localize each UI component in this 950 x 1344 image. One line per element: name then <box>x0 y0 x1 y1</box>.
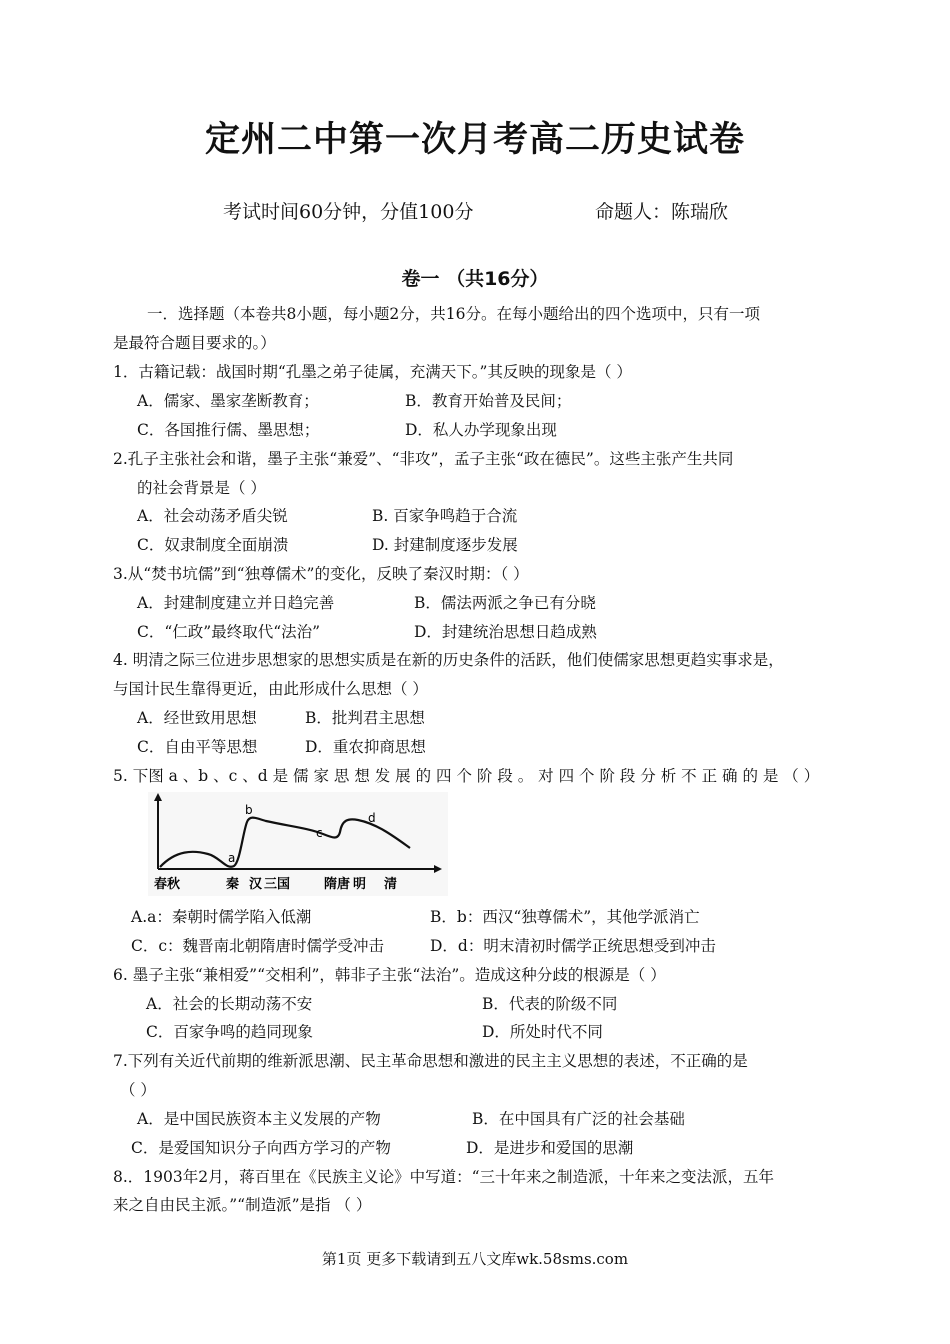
point-label-b: b <box>245 803 253 817</box>
question-2-stem: 的社会背景是（ ） <box>137 479 266 497</box>
axis-label-qin: 秦 <box>226 877 240 892</box>
question-4-stem: 4. 明清之际三位进步思想家的思想实质是在新的历史条件的活跃，他们使儒家思想更趋实事求是， <box>113 651 784 669</box>
instructions-line: 是最符合题目要求的。） <box>113 334 276 352</box>
option-6b: B．代表的阶级不同 <box>482 995 618 1013</box>
question-8-stem: 8.．1903年2月，蒋百里在《民族主义论》中写道：“三十年来之制造派，十年来之变法派，五年 <box>113 1168 775 1186</box>
option-5b: B．b：西汉“独尊儒术”，其他学派消亡 <box>430 908 700 926</box>
question-6-stem: 6. 墨子主张“兼相爱”“交相利”，韩非子主张“法治”。造成这种分歧的根源是（ ） <box>113 966 666 984</box>
axis-label-suitang: 隋唐 <box>324 877 351 892</box>
axis-label-ming: 明 <box>353 877 367 892</box>
option-4d: D．重农抑商思想 <box>305 738 426 756</box>
exam-title: 定州二中第一次月考高二历史试卷 <box>204 120 745 160</box>
question-5-stem: 5. 下图 a 、b 、c 、d 是 儒 家 思 想 发 展 的 四 个 阶 段 。 对 四 个 阶 段 分 析 不 正 确 的 是 （ ） <box>113 767 820 785</box>
question-3-stem: 3.从“焚书坑儒”到“独尊儒术”的变化，反映了秦汉时期：（ ） <box>113 565 529 583</box>
question-4-stem: 与国计民生靠得更近，由此形成什么思想（ ） <box>113 680 428 698</box>
option-6d: D．所处时代不同 <box>482 1023 603 1041</box>
point-label-a: a <box>228 851 236 865</box>
option-6a: A．社会的长期动荡不安 <box>146 995 313 1013</box>
option-7d: D．是进步和爱国的思潮 <box>466 1139 634 1157</box>
option-5a: A.a：秦朝时儒学陷入低潮 <box>131 908 312 926</box>
axis-label-sanguo: 三国 <box>264 877 291 892</box>
option-4c: C．自由平等思想 <box>137 738 258 756</box>
exam-author: 命题人：陈瑞欣 <box>595 201 729 223</box>
option-1c: C．各国推行儒、墨思想； <box>137 421 320 439</box>
option-7a: A．是中国民族资本主义发展的产物 <box>137 1110 381 1128</box>
question-8-stem: 来之自由民主派。”“制造派”是指 （ ） <box>113 1196 372 1214</box>
point-label-d: d <box>368 811 376 825</box>
axis-label-chunqiu: 春秋 <box>154 877 181 892</box>
option-2b: B. 百家争鸣趋于合流 <box>372 507 518 525</box>
question-1-stem: 1．古籍记载：战国时期“孔墨之弟子徒属，充满天下。”其反映的现象是（ ） <box>113 363 632 381</box>
option-4b: B．批判君主思想 <box>305 709 425 727</box>
option-4a: A．经世致用思想 <box>137 709 257 727</box>
option-2d: D. 封建制度逐步发展 <box>372 536 518 554</box>
option-7b: B．在中国具有广泛的社会基础 <box>472 1110 685 1128</box>
option-3c: C．“仁政”最终取代“法治” <box>137 623 321 641</box>
point-label-c: c <box>316 826 323 840</box>
option-6c: C．百家争鸣的趋同现象 <box>146 1023 313 1041</box>
option-3d: D．封建统治思想日趋成熟 <box>414 623 597 641</box>
option-1a: A．儒家、墨家垄断教育； <box>137 392 319 410</box>
question-2-stem: 2.孔子主张社会和谐，墨子主张“兼爱”、“非攻”，孟子主张“政在德民”。这些主张产生共同 <box>113 450 734 468</box>
question-7-stem: （ ） <box>120 1081 156 1099</box>
option-1b: B．教育开始普及民间； <box>405 392 572 410</box>
option-3b: B．儒法两派之争已有分晓 <box>414 594 596 612</box>
section-heading: 卷一 （共16分） <box>401 268 549 290</box>
confucianism-development-figure <box>148 792 448 896</box>
option-1d: D．私人办学现象出现 <box>405 421 557 439</box>
axis-label-qing: 清 <box>384 877 398 892</box>
page-footer: 第1页 更多下载请到五八文库wk.58sms.com <box>321 1250 629 1268</box>
option-3a: A．封建制度建立并日趋完善 <box>137 594 335 612</box>
option-7c: C．是爱国知识分子向西方学习的产物 <box>131 1139 391 1157</box>
option-2c: C．奴隶制度全面崩溃 <box>137 536 289 554</box>
exam-info: 考试时间60分钟，分值100分 <box>223 201 474 223</box>
instructions-line: 一．选择题（本卷共8小题，每小题2分，共16分。在每小题给出的四个选项中，只有一项 <box>147 305 760 323</box>
option-5c: C．c：魏晋南北朝隋唐时儒学受冲击 <box>131 937 385 955</box>
axis-label-han: 汉 <box>249 877 263 892</box>
option-2a: A．社会动荡矛盾尖锐 <box>137 507 288 525</box>
question-7-stem: 7.下列有关近代前期的维新派思潮、民主革命思想和激进的民主主义思想的表述，不正确的是 <box>113 1052 748 1070</box>
option-5d: D．d：明末清初时儒学正统思想受到冲击 <box>430 937 716 955</box>
